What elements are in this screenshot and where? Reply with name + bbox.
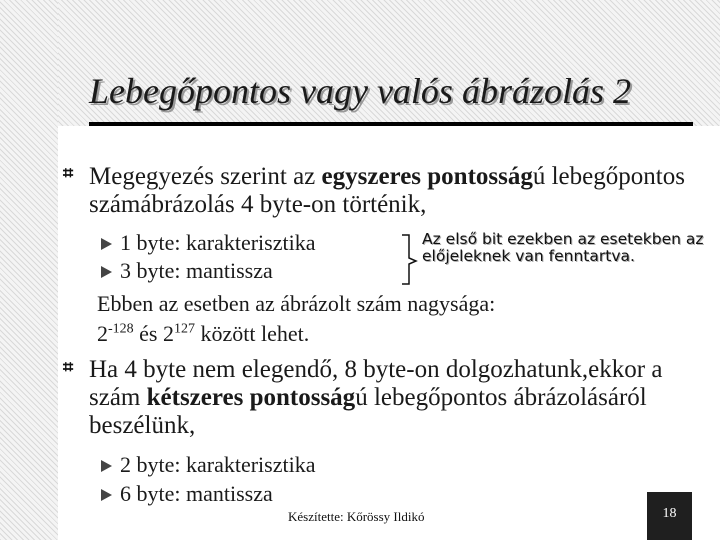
range-post: között lehet. (195, 321, 310, 346)
title-underline (89, 122, 693, 126)
slide-title: Lebegőpontos vagy valós ábrázolás 2 (89, 71, 631, 111)
annotation-note: Az első bit ezekben az esetekben az előjeleknek van fenntartva. (422, 230, 704, 265)
bullet-1-text (89, 163, 709, 219)
sub-bullet-2b: 6 byte: mantissza (120, 481, 273, 506)
bullet-2-bold: kétszeres pontosság (146, 384, 356, 411)
range-exponent-1: -128 (108, 321, 134, 337)
brace-icon (396, 234, 418, 286)
range-description: Ebben az esetben az ábrázolt szám nagysága: (97, 291, 496, 316)
range-values (97, 321, 309, 347)
range-base-1: 2 (97, 321, 108, 346)
bullet-1-pre: Megegyezés szerint az (89, 163, 322, 190)
hash-bullet-icon: ⌗ (63, 163, 74, 184)
footer-author: Készítette: Kőrössy Ildikó (288, 509, 425, 524)
arrow-bullet-icon (101, 266, 112, 278)
arrow-bullet-icon (101, 489, 112, 501)
bullet-2-text (89, 356, 715, 440)
page-number: 18 (662, 506, 677, 521)
sub-bullet-2a: 2 byte: karakterisztika (120, 452, 316, 477)
bullet-1-bold: egyszeres pontosság (321, 163, 533, 190)
bullet-1-post: ú lebegőpontos számábrázolás 4 byte-on történik, (89, 163, 685, 218)
left-stripe (0, 0, 58, 540)
arrow-bullet-icon (101, 460, 112, 472)
range-exponent-2: 127 (174, 321, 195, 337)
hash-bullet-icon: ⌗ (63, 357, 74, 378)
bullet-2-post: ú lebegőpontos ábrázolásáról beszélünk, (89, 384, 647, 439)
sub-bullet-1a: 1 byte: karakterisztika (120, 230, 316, 255)
bullet-2-pre: Ha 4 byte nem elegendő, 8 byte-on dolgozhatunk,ekkor a szám (89, 356, 663, 411)
range-middle: és 2 (133, 321, 174, 346)
sub-bullet-1b: 3 byte: mantissza (120, 258, 273, 283)
arrow-bullet-icon (101, 238, 112, 250)
